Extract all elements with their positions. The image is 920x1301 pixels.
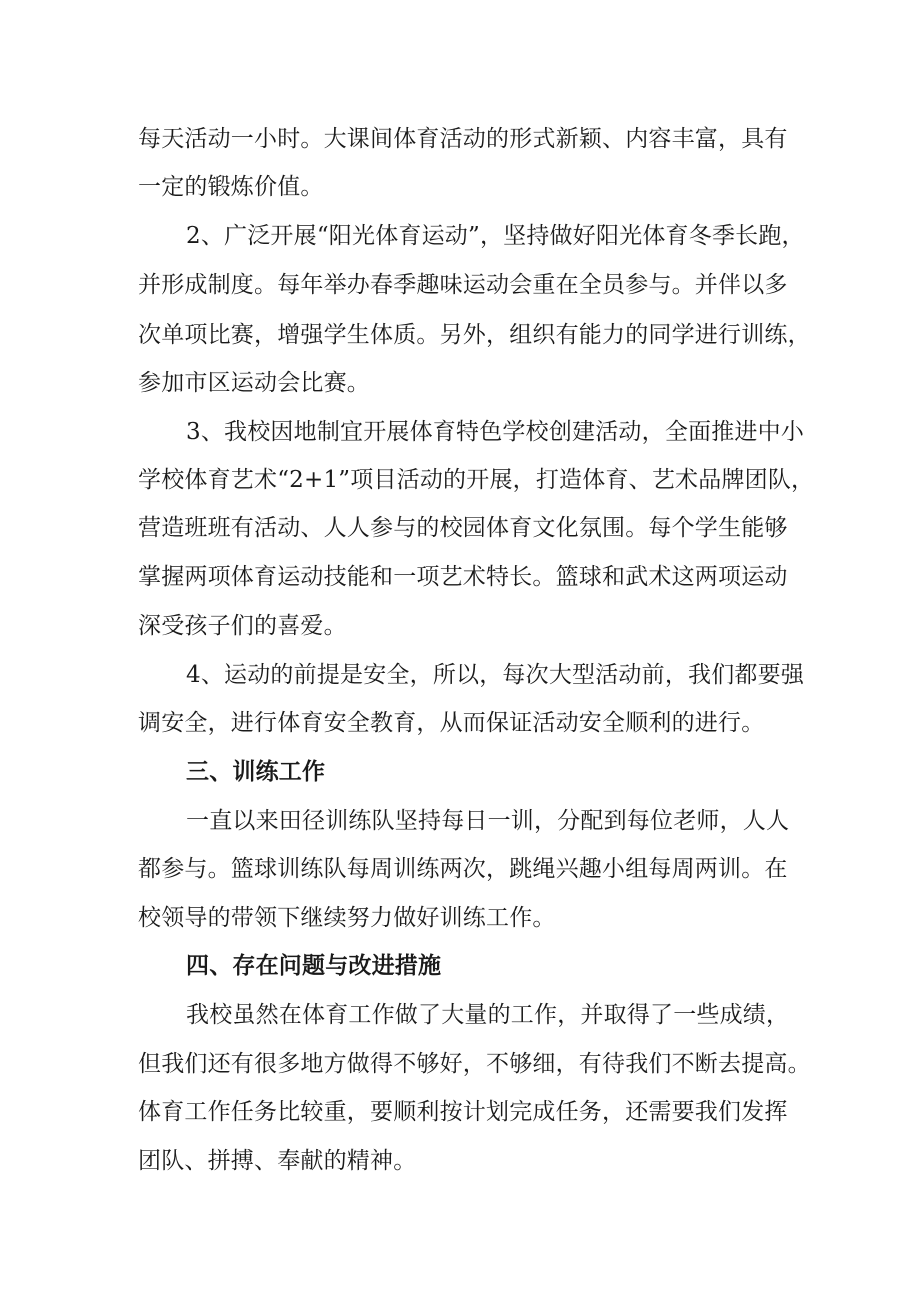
paragraph-line: 深受孩子们的喜爱。	[138, 613, 347, 639]
paragraph-line: 4、运动的前提是安全，所以，每次大型活动前，我们都要强	[186, 662, 805, 688]
paragraph-line: 每天活动一小时。大课间体育活动的形式新颖、内容丰富，具有	[138, 126, 788, 152]
paragraph-line: 校领导的带领下继续努力做好训练工作。	[138, 905, 556, 931]
paragraph-line: 次单项比赛，增强学生体质。另外，组织有能力的同学进行训练，	[138, 322, 811, 348]
paragraph-line: 一直以来田径训练队坚持每日一训，分配到每位老师，人人	[186, 808, 790, 834]
paragraph-line: 都参与。篮球训练队每周训练两次，跳绳兴趣小组每周两训。在	[138, 856, 788, 882]
paragraph-line: 并形成制度。每年举办春季趣味运动会重在全员参与。并伴以多	[138, 272, 788, 298]
paragraph-line: 调安全，进行体育安全教育，从而保证活动安全顺利的进行。	[138, 710, 765, 736]
paragraph-line: 2、广泛开展“阳光体育运动”，坚持做好阳光体育冬季长跑，	[186, 223, 805, 249]
paragraph-line: 我校虽然在体育工作做了大量的工作，并取得了一些成绩，	[186, 1002, 790, 1028]
section-heading: 三、训练工作	[186, 759, 326, 785]
paragraph-line: 一定的锻炼价值。	[138, 174, 324, 200]
paragraph-line: 学校体育艺术“2+1”项目活动的开展，打造体育、艺术品牌团队，	[138, 467, 815, 493]
paragraph-line: 营造班班有活动、人人参与的校园体育文化氛围。每个学生能够	[138, 515, 788, 541]
paragraph-line: 3、我校因地制宜开展体育特色学校创建活动，全面推进中小	[186, 419, 805, 445]
paragraph-line: 但我们还有很多地方做得不够好，不够细，有待我们不断去提高。	[138, 1051, 811, 1077]
paragraph-line: 掌握两项体育运动技能和一项艺术特长。篮球和武术这两项运动	[138, 564, 788, 590]
paragraph-line: 体育工作任务比较重，要顺利按计划完成任务，还需要我们发挥	[138, 1099, 788, 1125]
paragraph-line: 参加市区运动会比赛。	[138, 370, 370, 396]
paragraph-line: 团队、拼搏、奉献的精神。	[138, 1148, 417, 1174]
section-heading: 四、存在问题与改进措施	[186, 953, 442, 979]
